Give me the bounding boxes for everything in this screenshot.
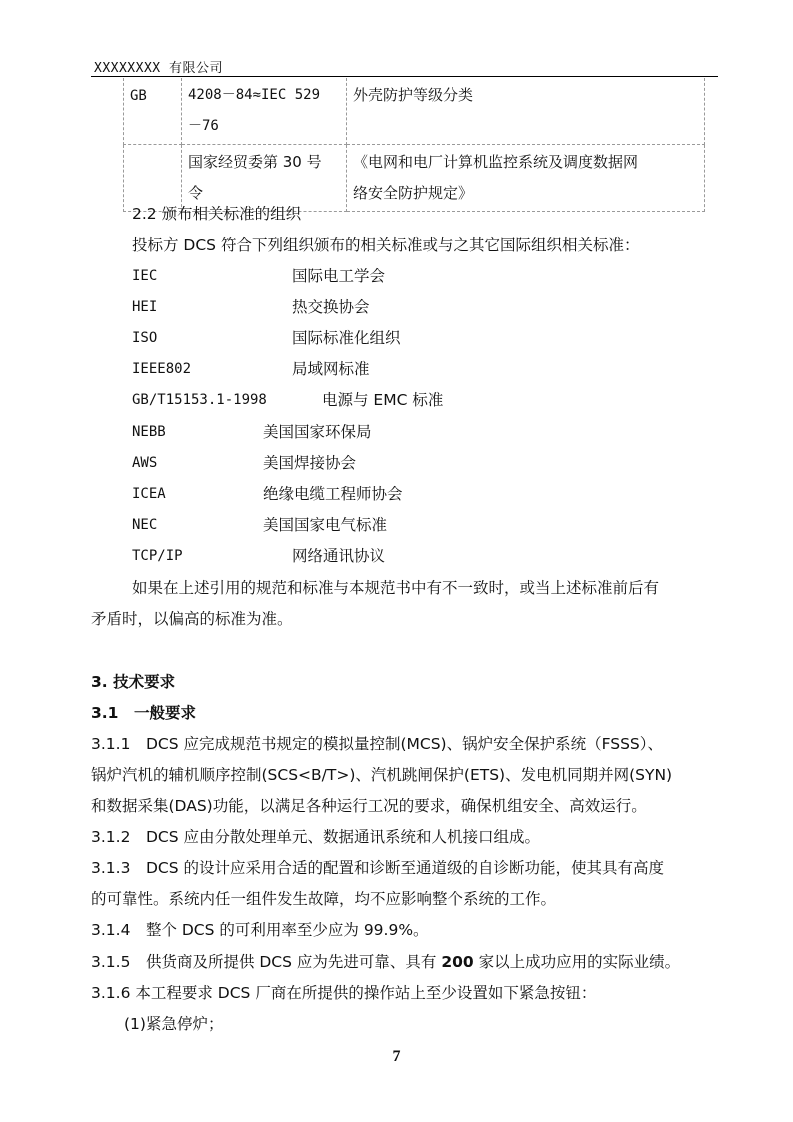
table-cell [182,78,347,145]
clause-text: 3.1.5 供货商及所提供 DCS 应为先进可靠、具有 [91,953,442,971]
clause-3-1-3-line2: 的可靠性。系统内任一组件发生故障，均不应影响整个系统的工作。 [91,890,557,908]
org-abbr: TCP/IP [132,548,183,564]
clause-3-1-6: 3.1.6 本工程要求 DCS 厂商在所提供的操作站上至少设置如下紧急按钮： [91,984,597,1002]
cell-line: －76 [188,118,219,134]
org-abbr: IEC [132,268,158,284]
org-abbr: AWS [132,455,158,471]
clause-3-1-3-line1: 3.1.3 DCS 的设计应采用合适的配置和诊断至通道级的自诊断功能，使其具有高度 [91,859,664,877]
section-2-2-heading: 2.2 颁布相关标准的组织 [132,205,302,223]
clause-3-1-1-line1: 3.1.1 DCS 应完成规范书规定的模拟量控制(MCS)、锅炉安全保护系统（FSSS）、 [91,735,664,753]
org-name: 国际电工学会 [292,267,386,285]
org-name: 局域网标准 [292,360,370,378]
cell-line: 国家经贸委第 30 号 [188,153,322,171]
table-cell [347,78,705,145]
cell-line: 令 [188,184,204,202]
org-abbr: ISO [132,330,158,346]
clause-text: 家以上成功应用的实际业绩。 [473,953,681,971]
table-cell [347,145,705,212]
clause-emphasis: 200 [441,953,474,971]
org-name: 美国国家电气标准 [263,516,388,534]
org-abbr: NEC [132,517,158,533]
header-company: XXXXXXXX 有限公司 [94,61,223,76]
conflict-clause-line1: 如果在上述引用的规范和标准与本规范书中有不一致时，或当上述标准前后有 [132,579,660,597]
org-abbr: NEBB [132,424,166,440]
org-name: 美国国家环保局 [263,423,372,441]
org-name: 网络通讯协议 [292,547,386,565]
org-abbr: ICEA [132,486,166,502]
table-row [124,145,705,212]
org-abbr: HEI [132,299,158,315]
org-name: 国际标准化组织 [292,329,401,347]
org-name: 美国焊接协会 [263,454,357,472]
clause-3-1-2: 3.1.2 DCS 应由分散处理单元、数据通讯系统和人机接口组成。 [91,828,540,846]
cell-line: 《电网和电厂计算机监控系统及调度数据网 [353,153,639,171]
section-2-2-intro: 投标方 DCS 符合下列组织颁布的相关标准或与之其它国际组织相关标准： [132,236,640,254]
conflict-clause-line2: 矛盾时，以偏高的标准为准。 [91,610,293,628]
clause-3-1-1-line2: 锅炉汽机的辅机顺序控制(SCS<B/T>)、汽机跳闸保护(ETS)、发电机同期并网(SYN) [91,766,673,784]
cell-line: 外壳防护等级分类 [353,86,474,104]
clause-3-1-1-line3: 和数据采集(DAS)功能，以满足各种运行工况的要求，确保机组安全、高效运行。 [91,797,647,815]
table-row [124,78,705,145]
org-abbr: GB/T15153.1-1998 [132,392,267,408]
cell-line: 4208－84≈IEC 529 [188,87,321,103]
standards-table [123,78,705,212]
emergency-item-1: (1)紧急停炉； [124,1015,224,1033]
header-divider [91,76,718,77]
page-number: 7 [392,1048,401,1065]
clause-3-1-4: 3.1.4 整个 DCS 的可利用率至少应为 99.9%。 [91,921,429,939]
table-cell [124,145,182,212]
org-abbr: IEEE802 [132,361,192,377]
section-3-1-heading: 3.1 一般要求 [91,704,196,722]
org-name: 绝缘电缆工程师协会 [263,485,403,503]
table-cell: GB [124,78,182,145]
org-name: 电源与 EMC 标准 [322,391,444,409]
clause-3-1-5 [91,952,680,972]
table-cell [182,145,347,212]
cell-line: 络安全防护规定》 [353,184,474,202]
org-name: 热交换协会 [292,298,370,316]
section-3-heading: 3. 技术要求 [91,673,176,691]
